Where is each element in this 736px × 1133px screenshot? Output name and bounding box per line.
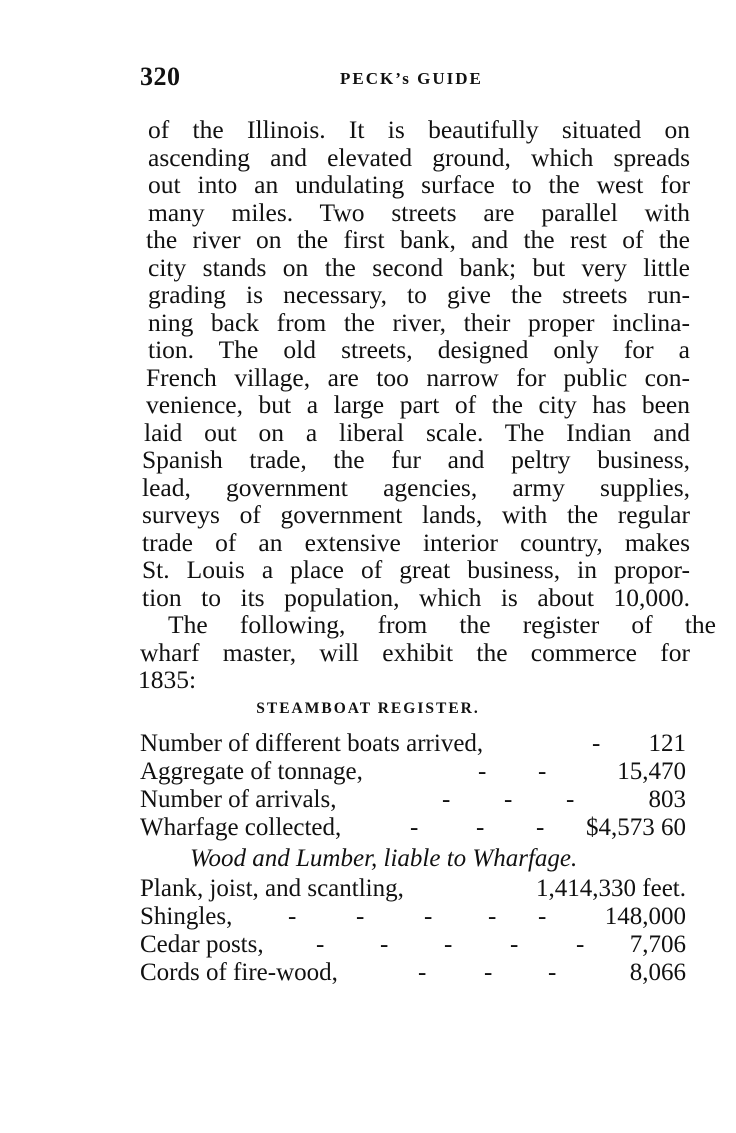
dash-leader: - [476,814,485,841]
row-value: 7,706 [629,931,686,958]
running-head: PECK’s GUIDE [340,69,483,88]
text-line: surveys of government lands, with the regular [142,500,690,529]
wood-lumber-table [140,875,686,987]
dash-leader: - [484,959,493,986]
text-line: trade of an extensive interior country, makes [142,527,690,557]
text-line: wharf master, will exhibit the commerce for [140,637,690,667]
text-line: ning back from the river, their proper inclina- [148,307,690,337]
dash-leader: - [444,931,453,958]
table-row [140,959,686,987]
dash-leader: - [536,814,545,841]
table-row [140,875,686,903]
text-line: 1835: [138,665,197,694]
row-label: Number of arrivals, [140,786,337,813]
row-label: Number of different boats arrived, [140,730,484,757]
dash-leader: - [442,786,451,813]
dash-leader: - [504,786,513,813]
wood-lumber-title: Wood and Lumber, liable to Wharfage. [190,845,578,872]
dash-leader: - [538,758,547,785]
row-value: 148,000 [604,903,686,930]
row-label: Shingles, [140,903,233,930]
text-line: St. Louis a place of great business, in propor- [142,555,690,584]
steamboat-register-title: STEAMBOAT REGISTER. [256,700,480,717]
table-row [140,758,686,786]
row-value: 1,414,330 feet. [536,875,686,902]
row-value: 121 [648,730,686,757]
row-label: Cords of fire-wood, [140,959,338,986]
row-label: Plank, joist, and scantling, [140,875,404,902]
text-line: many miles. Two streets are parallel with [148,197,690,227]
text-line: Spanish trade, the fur and peltry business, [142,445,690,474]
dash-leader: - [566,786,575,813]
row-value: 803 [648,786,686,813]
text-line: lead, government agencies, army supplies, [142,472,690,502]
page-header [140,62,700,96]
text-line: tion. The old streets, designed only for a [148,335,690,364]
dash-leader: - [592,730,601,757]
table-row [140,931,686,959]
text-line: city stands on the second bank; but very little [148,252,690,282]
text-line: of the Illinois. It is beautifully situated on [148,115,690,144]
dash-leader: - [510,931,519,958]
dash-leader: - [548,959,557,986]
text-line: grading is necessary, to give the streets run- [148,280,690,309]
text-line: out into an undulating surface to the west for [148,170,690,199]
row-value: 8,066 [629,959,686,986]
row-value: $4,573 60 [586,814,686,841]
page-number: 320 [140,62,181,91]
text-line: ascending and elevated ground, which spreads [148,142,690,172]
text-line: French village, are too narrow for public con- [146,362,690,392]
text-line: the river on the first bank, and the rest of the [146,225,690,254]
dash-leader: - [488,903,497,930]
body-paragraphs [138,115,716,694]
text-line: The following, from the register of the [168,610,716,639]
dash-leader: - [356,903,365,930]
dash-leader: - [410,814,419,841]
steamboat-register-table [140,730,686,842]
dash-leader: - [478,758,487,785]
dash-leader: - [316,931,325,958]
row-value: 15,470 [617,758,686,785]
dash-leader: - [424,903,433,930]
table-row [140,786,686,814]
table-row [140,814,686,842]
dash-leader: - [288,903,297,930]
row-label: Wharfage collected, [140,814,342,841]
dash-leader: - [418,959,427,986]
dash-leader: - [380,931,389,958]
table-row [140,730,686,758]
row-label: Aggregate of tonnage, [140,758,363,785]
row-label: Cedar posts, [140,931,264,958]
dash-leader: - [576,931,585,958]
dash-leader: - [538,903,547,930]
text-line: laid out on a liberal scale. The Indian and [144,417,690,447]
text-line: tion to its population, which is about 10,000. [142,582,690,612]
table-row [140,903,686,931]
text-line: venience, but a large part of the city has been [146,390,690,419]
